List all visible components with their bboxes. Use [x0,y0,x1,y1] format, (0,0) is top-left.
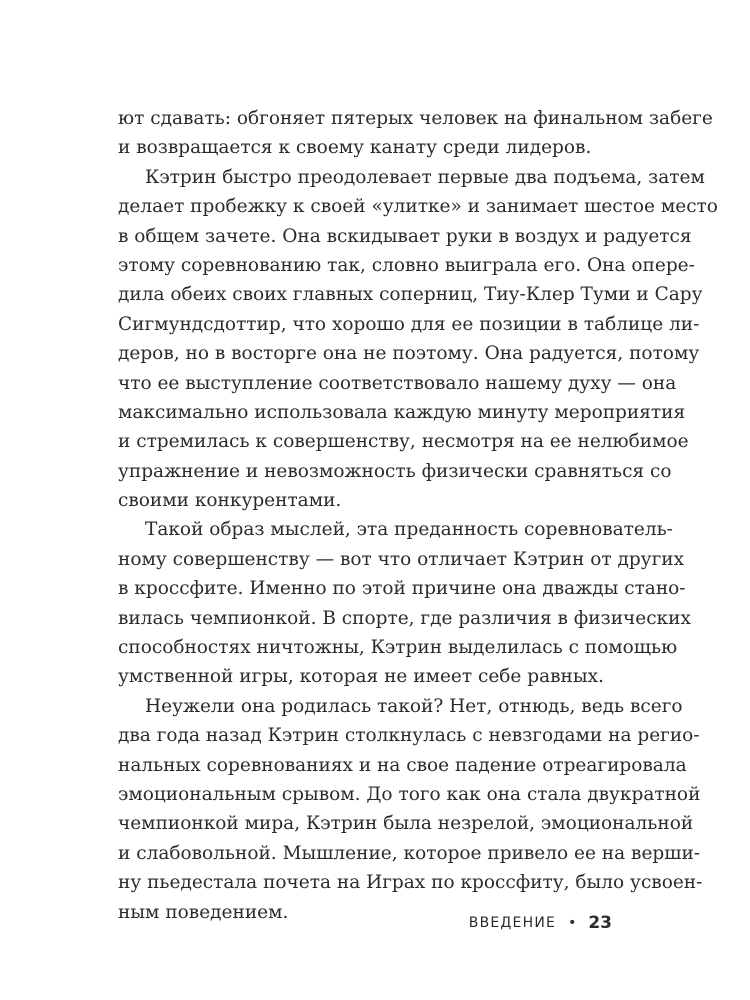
text-line: ным поведением. [118,901,289,923]
text-line: Сигмундсдоттир, что хорошо для ее позиции в таблице ли- [118,313,700,335]
text-line: и стремилась к совершенству, несмотря на ее нелюбимое [118,431,689,453]
text-line: два года назад Кэтрин столкнулась с невзгодами на регио- [118,725,700,747]
text-line: делает пробежку к своей «улитке» и занимает шестое место [118,196,718,218]
body-text [118,104,718,927]
text-line: нальных соревнованиях и на свое падение отреагировала [118,754,687,776]
separator-dot: • [568,915,577,931]
text-line: умственной игры, которая не имеет себе равных. [118,666,604,688]
text-line: в кроссфите. Именно по этой причине она дважды стано- [118,578,686,600]
text-line: Неужели она родилась такой? Нет, отнюдь, ведь всего [145,695,683,717]
text-line: Такой образ мыслей, эта преданность соревнователь- [145,519,673,541]
page-number: 23 [588,913,612,933]
text-line: и возвращается к своему канату среди лидеров. [118,137,592,159]
text-line: ному совершенству — вот что отличает Кэтрин от других [118,548,685,570]
section-title: ВВЕДЕНИЕ [468,915,557,931]
text-line: что ее выступление соответствовало нашему духу — она [118,372,677,394]
text-line: способностях ничтожны, Кэтрин выделилась с помощью [118,637,678,659]
text-line: чемпионкой мира, Кэтрин была незрелой, эмоциональной [118,813,694,835]
text-line: дила обеих своих главных соперниц, Тиу-Клер Туми и Сару [118,284,703,306]
text-line: этому соревнованию так, словно выиграла его. Она опере- [118,254,695,276]
text-line: ют сдавать: обгоняет пятерых человек на финальном забеге [118,108,713,129]
text-line: эмоциональным срывом. До того как она стала двукратной [118,783,701,805]
running-footer [470,911,612,935]
text-line: ну пьедестала почета на Играх по кроссфиту, было усвоен- [118,872,703,894]
text-line: в общем зачете. Она вскидывает руки в воздух и радуется [118,225,692,247]
text-line: деров, но в восторге она не поэтому. Она радуется, потому [118,343,700,365]
text-line: своими конкурентами. [118,490,342,512]
text-line: вилась чемпионкой. В спорте, где различия в физических [118,607,691,629]
text-line: максимально использовала каждую минуту мероприятия [118,401,686,423]
text-line: упражнение и невозможность физически сравняться со [118,460,672,482]
text-line: и слабовольной. Мышление, которое привело ее на верши- [118,842,701,864]
text-line: Кэтрин быстро преодолевает первые два подъема, затем [145,166,705,188]
